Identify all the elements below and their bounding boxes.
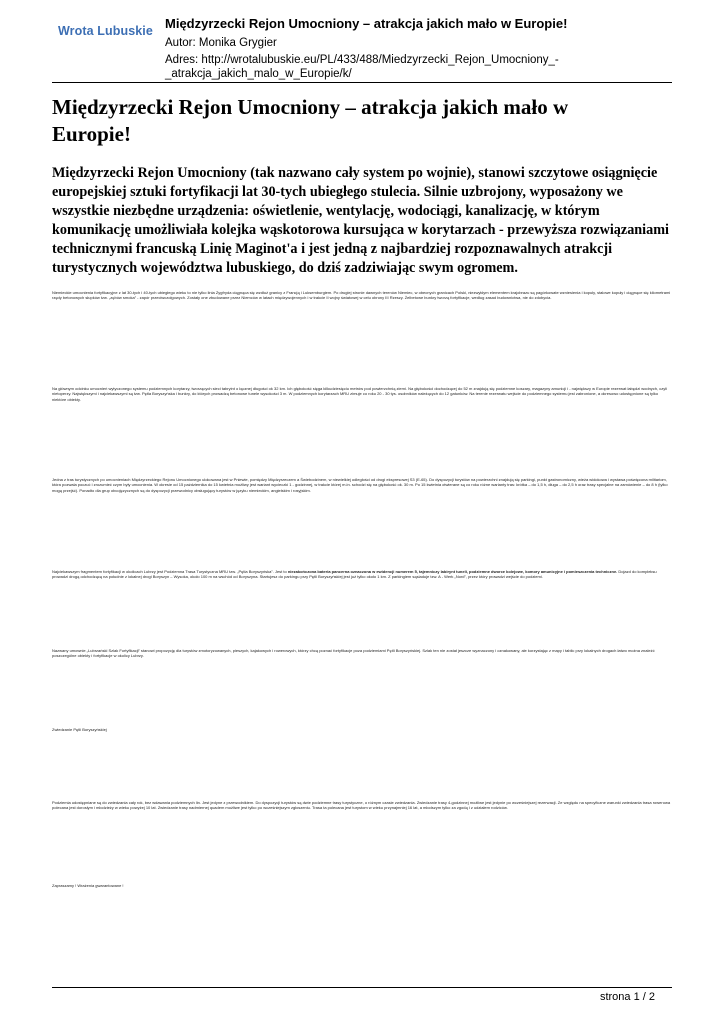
header-address: Adres: http://wrotalubuskie.eu/PL/433/488/Miedzyrzecki_Rejon_Umocniony_-_atrakcja_jakich_malo_w_Europie/k/ — [165, 54, 559, 80]
page-header — [0, 0, 725, 84]
article-paragraph-2: Na głównym odcinku umocnień wytyczonego systemu podziemnych korytarzy, tworzących sieci tabryint o łącznej długości ok 32 km. Ich głębokość sięga kilkudziesięciu metrów pod powierzchnią ziemi. Na głębokości dochodzącej do 52 m znajdują się podziemne koszary, magazyny amunicji i - największy w Europie rezerwat łabędzi wodnych, czyli nietoperzy. Największymi i najciekawszymi są tzw. Pętla Boryszyńska i bunkry, do których prowadzą betonowe tunele wysokości 3 m. W podziemnych korytarzach MRU zimuje co roku 20 - 30 tys. osobników należących do 12 gatunków. Na terenie rezerwatu wejście do podziemnego systemu jest zabronione, a okresowo udostępnione są tylko niektóre obiekty. — [52, 386, 668, 402]
article-paragraph-1: Niemieckie umocnienia fortyfikacyjne z lat 30-tych i 40-tych ubiegłego wieku to nie tylko linia Zygfryda ciągnąca się wzdłuż granicy z Francją i Luksemburgiem. Po drugiej stronie dawnych terenów Niemiec, w obecnych granicach Polski, niezwykłym elementem krajobrazu są pagórkowate wzniesienia i kopuły, stalowe kopuły i ciągnące się kilometrami rzędy betonowych słupków tzw. „zębów smoka” - zapór przeciwczołgowych. Zostały one zbudowane przez Niemców w latach międzywojennych i w trakcie II wojny światowej w celu obrony III Rzeszy. Żelbetowe bunkry tworzą fortyfikacje, według zasad budownictwa, nie do zdobycia. — [52, 290, 671, 301]
article-paragraph-4 — [52, 569, 672, 580]
paragraph-4-text-end: Dojazd do kompleksu prowadzi drogą odchodzącą na południe z lokalnej drogi Boryszyn – Wysoka, około 100 m na wschód od Boryszyna. Startujesz do parkingu przy Pętli Boryszyńskiej jest już tylko około 1 km. Z parkingiem sąsiaduje tzw. A - Werk „Nord”, przez który prowadzi wejście do podziemi. — [52, 569, 657, 580]
header-divider — [52, 82, 672, 83]
paragraph-4-text: Najciekawszym fragmentem fortyfikacji w okolicach Lubrzy jest Podziemna Trasa Turystyczna MRU tzw. „Pętla Boryszyńska”. Jest to — [52, 569, 288, 574]
page-number: strona 1 / 2 — [599, 991, 655, 1003]
footer-divider — [52, 987, 672, 988]
header-title: Międzyrzecki Rejon Umocniony – atrakcja jakich mało w Europie! — [165, 16, 568, 31]
article-paragraph-3: Jedna z tras turystycznych po umocnieniach Międzyrzeckiego Rejonu Umocnionego ulokowana jest w Pniewie, pomiędzy Międzyrzeczem a Świebodzinem, w niewielkiej odległości od drogi ekspresowej S3 (E-65). Do dyspozycji turystów na powierzchni znajdują się parkingi, punkt gastronomiczny, wieża widokowa i wystawa poświęcona militariom, która pozwala poczuć i zrozumieć czym były umocnienia. W okresie od 15 października do 15 kwietnia możliwy jest wariant wycieczki 1 - godzinnej, w trakcie której m.in. schodzi się na głębokość ok. 30 m. Po 15 kwietnia otwierane są co roku różne warianty tras: krótka – do 1,5 h, długa – do 2,5 h oraz trasy specjalne na zamówienie – do 8 h (tylko mogą przejść). Ponadto dla grup obcojęzycznych są do dyspozycji przewodnicy obsługujący turystów w języku niemieckim, angielskim i rosyjskim. — [52, 477, 668, 493]
paragraph-4-bold: niezakończona bateria pancerna oznaczona w ewidencji numerem 5, tajemniczy labirynt tuneli, podziemne dworce kolejowe, komory amunicyjne i pomieszczenia techniczne. — [287, 569, 618, 574]
header-author: Autor: Monika Grygier — [165, 37, 277, 49]
wrota-lubuskie-logo: Wrota Lubuskie — [58, 24, 153, 38]
article-paragraph-7: Podziemia udostępniane są do zwiedzania cały rok, bez wdawania podziemnych lin. Jest jedyne z przewodnikiem. Do dyspozycji turystów są dwie podziemne trasy turystyczne, o różnym czasie zwiedzania. Zwiedzanie trasy 4-godzinnej możliwe jest jedynie po wcześniejszej rezerwacji. Ze względu na specyficzne warunki zwiedzania trasa rowerowa polecana jest dorosłym i młodzieży w wieku powyżej 10 lat. Zwiedzanie trasy nadmiernej quadem możliwe jest tylko po wcześniejszym zgłoszeniu. Trasa ta polecana jest turystom w wieku przynajmniej 16 lat, a młodszym tylko za zgodą i z udziałem rodziców. — [52, 800, 671, 811]
article-lead: Międzyrzecki Rejon Umocniony (tak nazwano cały system po wojnie), stanowi szczytowe osiągnięcie europejskiej sztuki fortyfikacji lat 30-tych ubiegłego stulecia. Silnie uzbrojony, wyposażony we wszystkie niezbędne urządzenia: oświetlenie, wentylację, wodociągi, kanalizację, w którym komunikację umożliwiała kolejka wąskotorowa kursująca w korytarzach - przewyższa rozwiązaniami technicznymi francuską Linię Maginot'a i jest jedną z najbardziej rozpoznawalnych atrakcji turystycznych województwa lubuskiego, do dziś zadziwiając swym ogromem. — [52, 165, 669, 276]
article-subheading-tour: Zwiedzanie Pętli Boryszyńskiej — [52, 727, 107, 732]
article-paragraph-5: Nazwany umownie „Lubrzański Szlak Fortyfikacji” stanowi propozycję dla turystów zmotoryzowanych, pieszych, kajakowych i rowerowych, którzy chcą poznać fortyfikacje poza podziemiami Pętli Boryszyńskiej. Szlak ten nie został jeszcze wyznaczony i oznakowany, ale korzystając z mapy i tablic przy lokalnych drogach łatwo można znaleźć poszczególne obiekty i fortyfikacje w okolicy Lubrzy. — [52, 648, 655, 659]
article-closing: Zapraszamy ! Wrażenia gwarantowane ! — [52, 883, 124, 888]
article-title: Międzyrzecki Rejon Umocniony – atrakcja jakich mało w Europie! — [52, 95, 569, 146]
